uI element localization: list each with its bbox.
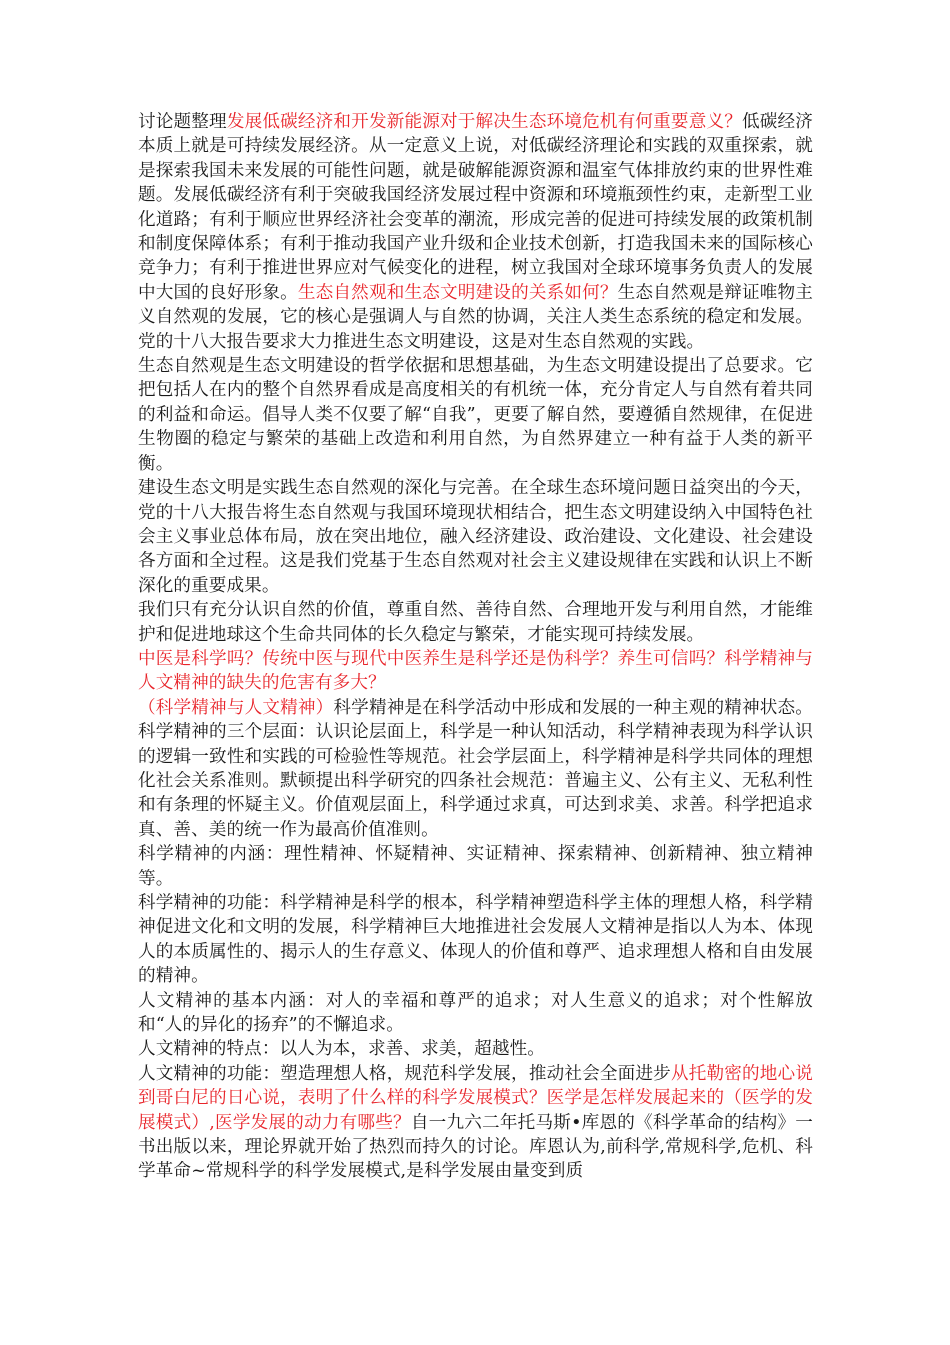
text-run: 科学精神的功能：科学精神是科学的根本，科学精神塑造科学主体的理想人格，科学精神促进文化和文明的发展，科学精神巨大地推进社会发展人文精神是指以人为本、体现人的本质属性的、揭示人的生存意义、体现人的价值和尊严、追求理想人格和自由发展的精神。 — [138, 893, 813, 987]
paragraph — [138, 842, 813, 891]
text-run: 我们只有充分认识自然的价值，尊重自然、善待自然、合理地开发与利用自然，才能维护和促进地球这个生命共同体的长久稳定与繁荣，才能实现可持续发展。 — [138, 600, 813, 645]
document-body — [138, 110, 813, 1184]
text-run: 讨论题整理 — [138, 112, 227, 132]
paragraph — [138, 891, 813, 989]
question-heading: 发展低碳经济和开发新能源对于解决生态环境危机有何重要意义？ — [226, 112, 742, 132]
text-run: 低碳经济本质上就是可持续发展经济。从一定意义上说，对低碳经济理论和实践的双重探索，就是探索我国未来发展的可能性问题，就是破解能源资源和温室气体排放约束的世界性难题。发展低碳经济有利于突破我国经济发展过程中资源和环境瓶颈性约束，走新型工业化道路；有利于顺应世界经济社会变革的潮流，形成完善的促进可持续发展的政策机制和制度保障体系；有利于推动我国产业升级和企业技术创新，打造我国未来的国际核心竞争力；有利于推进世界应对气候变化的进程，树立我国对全球环境事务负责人的发展中大国的良好形象。 — [138, 112, 813, 303]
text-run: 生态自然观是生态文明建设的哲学依据和思想基础，为生态文明建设提出了总要求。它把包括人在内的整个自然界看成是高度相关的有机统一体，充分肯定人与自然有着共同的利益和命运。倡导人类不仅要了解“自我”，更要了解自然，要遵循自然规律，在促进生物圈的稳定与繁荣的基础上改造和利用自然，为自然界建立一种有益于人类的新平衡。 — [138, 356, 813, 474]
paragraph — [138, 989, 813, 1038]
text-run: 人文精神的特点：以人为本，求善、求美，超越性。 — [138, 1039, 545, 1060]
paragraph — [138, 598, 813, 647]
text-run: 人文精神的功能：塑造理想人格，规范科学发展，推动社会全面进步 — [138, 1063, 671, 1084]
question-heading: 生态自然观和生态文明建设的关系如何？ — [297, 282, 618, 303]
text-run: 科学精神是在科学活动中形成和发展的一种主观的精神状态。科学精神的三个层面：认识论层面上，科学是一种认知活动，科学精神表现为科学认识的逻辑一致性和实践的可检验性等规范。社会学层面上，科学精神是科学共同体的理想化社会关系准则。默顿提出科学研究的四条社会规范：普遍主义、公有主义、无私利性和有条理的怀疑主义。价值观层面上，科学通过求真，可达到求美、求善。科学把追求真、善、美的统一作为最高价值准则。 — [138, 697, 814, 840]
paragraph — [138, 1037, 813, 1061]
text-run: 人文精神的基本内涵：对人的幸福和尊严的追求；对人生意义的追求；对个性解放和“人的异化的扬弃”的不懈追求。 — [138, 990, 813, 1036]
paragraph — [138, 647, 813, 696]
paragraph — [138, 354, 813, 476]
paragraph — [138, 696, 813, 842]
text-run: 自一九六二年托马斯•库恩的《科学革命的结构》一书出版以来，理论界就开始了热烈而持久的讨论。库恩认为,前科学,常规科学,危机、科学革命~常规科学的科学发展模式,是科学发展由量变到质 — [138, 1112, 813, 1182]
text-run: 科学精神的内涵：理性精神、怀疑精神、实证精神、探索精神、创新精神、独立精神等。 — [138, 844, 813, 889]
text-run: 建设生态文明是实践生态自然观的深化与完善。在全球生态环境问题日益突出的今天，党的十八大报告将生态自然观与我国环境现状相结合，把生态文明建设纳入中国特色社会主义事业总体布局，放在突出地位，融入经济建设、政治建设、文化建设、社会建设各方面和全过程。这是我们党基于生态自然观对社会主义建设规律在实践和认识上不断深化的重要成果。 — [138, 478, 813, 596]
text-run: 生态自然观是辩证唯物主义自然观的发展，它的核心是强调人与自然的协调，关注人类生态系统的稳定和发展。党的十八大报告要求大力推进生态文明建设，这是对生态自然观的实践。 — [138, 282, 813, 352]
paragraph — [138, 476, 813, 598]
question-heading: 中医是科学吗？传统中医与现代中医养生是科学还是伪科学？养生可信吗？科学精神与人文精神的缺失的危害有多大？ — [138, 648, 813, 694]
question-heading: （科学精神与人文精神） — [138, 697, 334, 718]
paragraph — [138, 110, 813, 354]
paragraph — [138, 1062, 813, 1184]
question-heading: 从托勒密的地心说到哥白尼的日心说，表明了什么样的科学发展模式？医学是怎样发展起来的（医学的发展模式）,医学发展的动力有哪些？ — [138, 1063, 813, 1133]
